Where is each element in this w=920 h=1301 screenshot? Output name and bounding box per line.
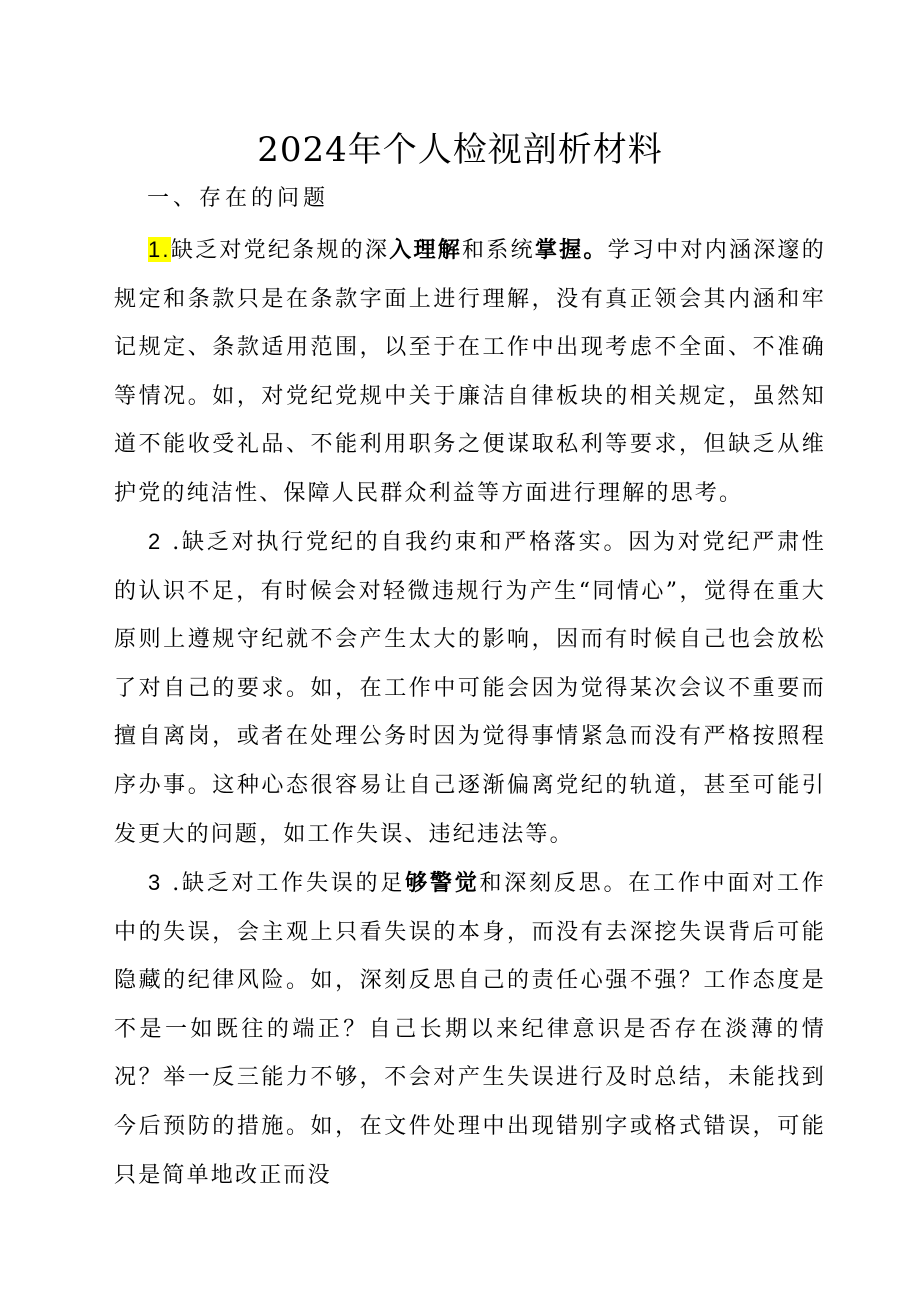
paragraph-2-body: .缺乏对执行党纪的自我约束和严格落实。因为对党纪严肃性的认识不足，有时候会对轻微违规行为产生“同情心”，觉得在重大原则上遵规守纪就不会产生太大的影响，因而有时候自己也会放松了对自己的要求。如，在工作中可能会因为觉得某次会议不重要而擅自离岗，或者在处理公务时因为觉得事情紧急而没有严格按照程序办事。这种心态很容易让自己逐渐偏离党纪的轨道，甚至可能引发更大的问题，如工作失误、违纪违法等。: [114, 530, 826, 847]
paragraph-3-lead: .缺乏对工作失误的足: [162, 871, 406, 896]
paragraph-2: [114, 518, 826, 859]
document-title: 2024年个人检视剖析材料: [257, 130, 663, 170]
paragraph-2-number: 2: [148, 529, 163, 554]
paragraph-3: [114, 859, 826, 1200]
paragraph-3-bold-vigilance: 够警觉: [405, 870, 480, 896]
paragraph-1-bold-mastery: 掌握。: [534, 237, 608, 263]
paragraph-3-number: 3: [148, 870, 163, 895]
paragraph-3-lead-cont: 和深刻反思。: [479, 871, 629, 896]
section-heading: 一、存在的问题: [147, 186, 330, 211]
paragraph-1-bold-understanding: 入理解: [389, 237, 463, 263]
paragraph-1-lead: 缺乏对党纪条规的深: [170, 238, 390, 263]
paragraph-3-body: 在工作中面对工作中的失误，会主观上只看失误的本身，而没有去深挖失误背后可能隐藏的纪律风险。如，深刻反思自己的责任心强不强？工作态度是不是一如既往的端正？自己长期以来纪律意识是否存在淡薄的情况？举一反三能力不够，不会对产生失误进行及时总结，未能找到今后预防的措施。如，在文件处理中出现错别字或格式错误，可能只是简单地改正而没: [114, 871, 826, 1188]
paragraph-1-number: 1.: [148, 237, 171, 262]
paragraph-1: [114, 226, 826, 519]
paragraph-1-lead-cont: 和系统: [462, 238, 535, 263]
paragraph-1-body: 学习中对内涵深邃的规定和条款只是在条款字面上进行理解，没有真正领会其内涵和牢记规定、条款适用范围，以至于在工作中出现考虑不全面、不准确等情况。如，对党纪党规中关于廉洁自律板块的相关规定，虽然知道不能收受礼品、不能利用职务之便谋取私利等要求，但缺乏从维护党的纯洁性、保障人民群众利益等方面进行理解的思考。: [114, 238, 826, 506]
